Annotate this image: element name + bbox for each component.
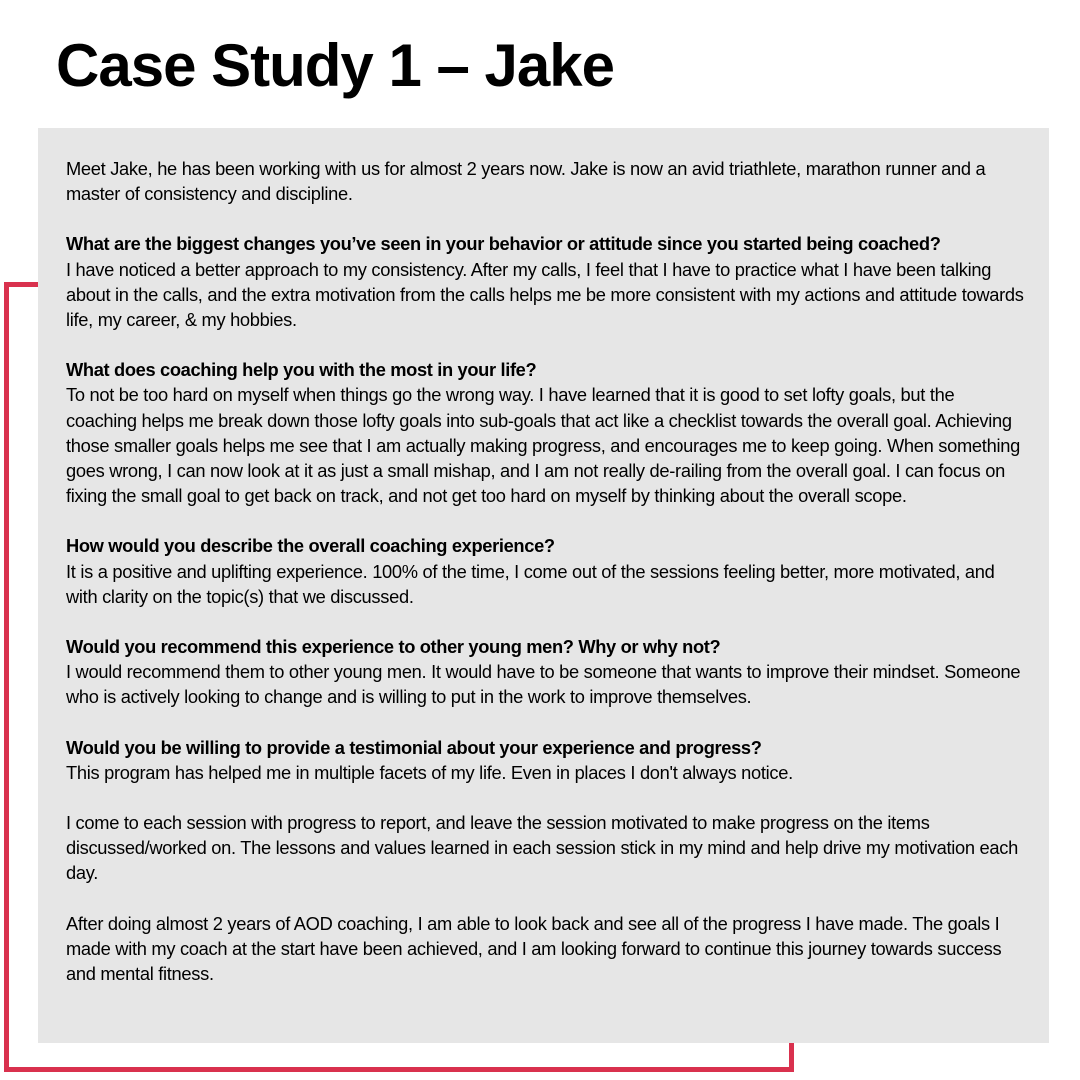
question-1: What are the biggest changes you’ve seen in your behavior or attitude since you started being coached? [66, 233, 941, 255]
question-4: Would you recommend this experience to other young men? Why or why not? [66, 636, 721, 658]
question-5: Would you be willing to provide a testimonial about your experience and progress? [66, 736, 762, 758]
page-title: Case Study 1 – Jake [56, 32, 615, 99]
qa-block-4 [66, 634, 1027, 710]
qa-block-3 [66, 533, 1027, 609]
case-study-card [38, 128, 1049, 1043]
answer-4: I would recommend them to other young men. It would have to be someone that wants to improve their mindset. Someone who is actively looking to change and is willing to put in the work to improve themselves. [66, 661, 1021, 708]
question-2: What does coaching help you with the most in your life? [66, 359, 537, 381]
question-3: How would you describe the overall coaching experience? [66, 535, 555, 557]
answer-3: It is a positive and uplifting experience. 100% of the time, I come out of the sessions feeling better, more motivated, and with clarity on the topic(s) that we discussed. [66, 560, 995, 607]
answer-1: I have noticed a better approach to my consistency. After my calls, I feel that I have to practice what I have been talking about in the calls, and the extra motivation from the calls helps me be more consistent with my actions and attitude towards life, my career, & my hobbies. [66, 258, 1024, 331]
answer-2: To not be too hard on myself when things go the wrong way. I have learned that it is good to set lofty goals, but the coaching helps me break down those lofty goals into sub-goals that act like a checklist towards the overall goal. Achieving those smaller goals helps me see that I am actually making progress, and encourages me to keep going. When something goes wrong, I can now look at it as just a small mishap, and I am not really de-railing from the overall goal. I can focus on fixing the small goal to get back on track, and not get too hard on myself by thinking about the overall scope. [66, 384, 1020, 507]
testimonial-paragraph-3 [66, 911, 1027, 987]
answer-5-paragraph-1: This program has helped me in multiple facets of my life. Even in places I don't always notice. [66, 761, 793, 783]
answer-5-paragraph-2: I come to each session with progress to report, and leave the session motivated to make progress on the items discussed/worked on. The lessons and values learned in each session stick in my mind and help drive my motivation each day. [66, 812, 1018, 884]
qa-block-1 [66, 231, 1027, 332]
testimonial-paragraph-2 [66, 810, 1027, 886]
qa-block-2 [66, 357, 1027, 508]
intro-block [66, 156, 1027, 206]
qa-block-5 [66, 735, 1027, 785]
intro-text: Meet Jake, he has been working with us for almost 2 years now. Jake is now an avid triathlete, marathon runner and a master of consistency and discipline. [66, 158, 986, 205]
answer-5-paragraph-3: After doing almost 2 years of AOD coaching, I am able to look back and see all of the progress I have made. The goals I made with my coach at the start have been achieved, and I am looking forward to continue this journey towards success and mental fitness. [66, 912, 1002, 985]
